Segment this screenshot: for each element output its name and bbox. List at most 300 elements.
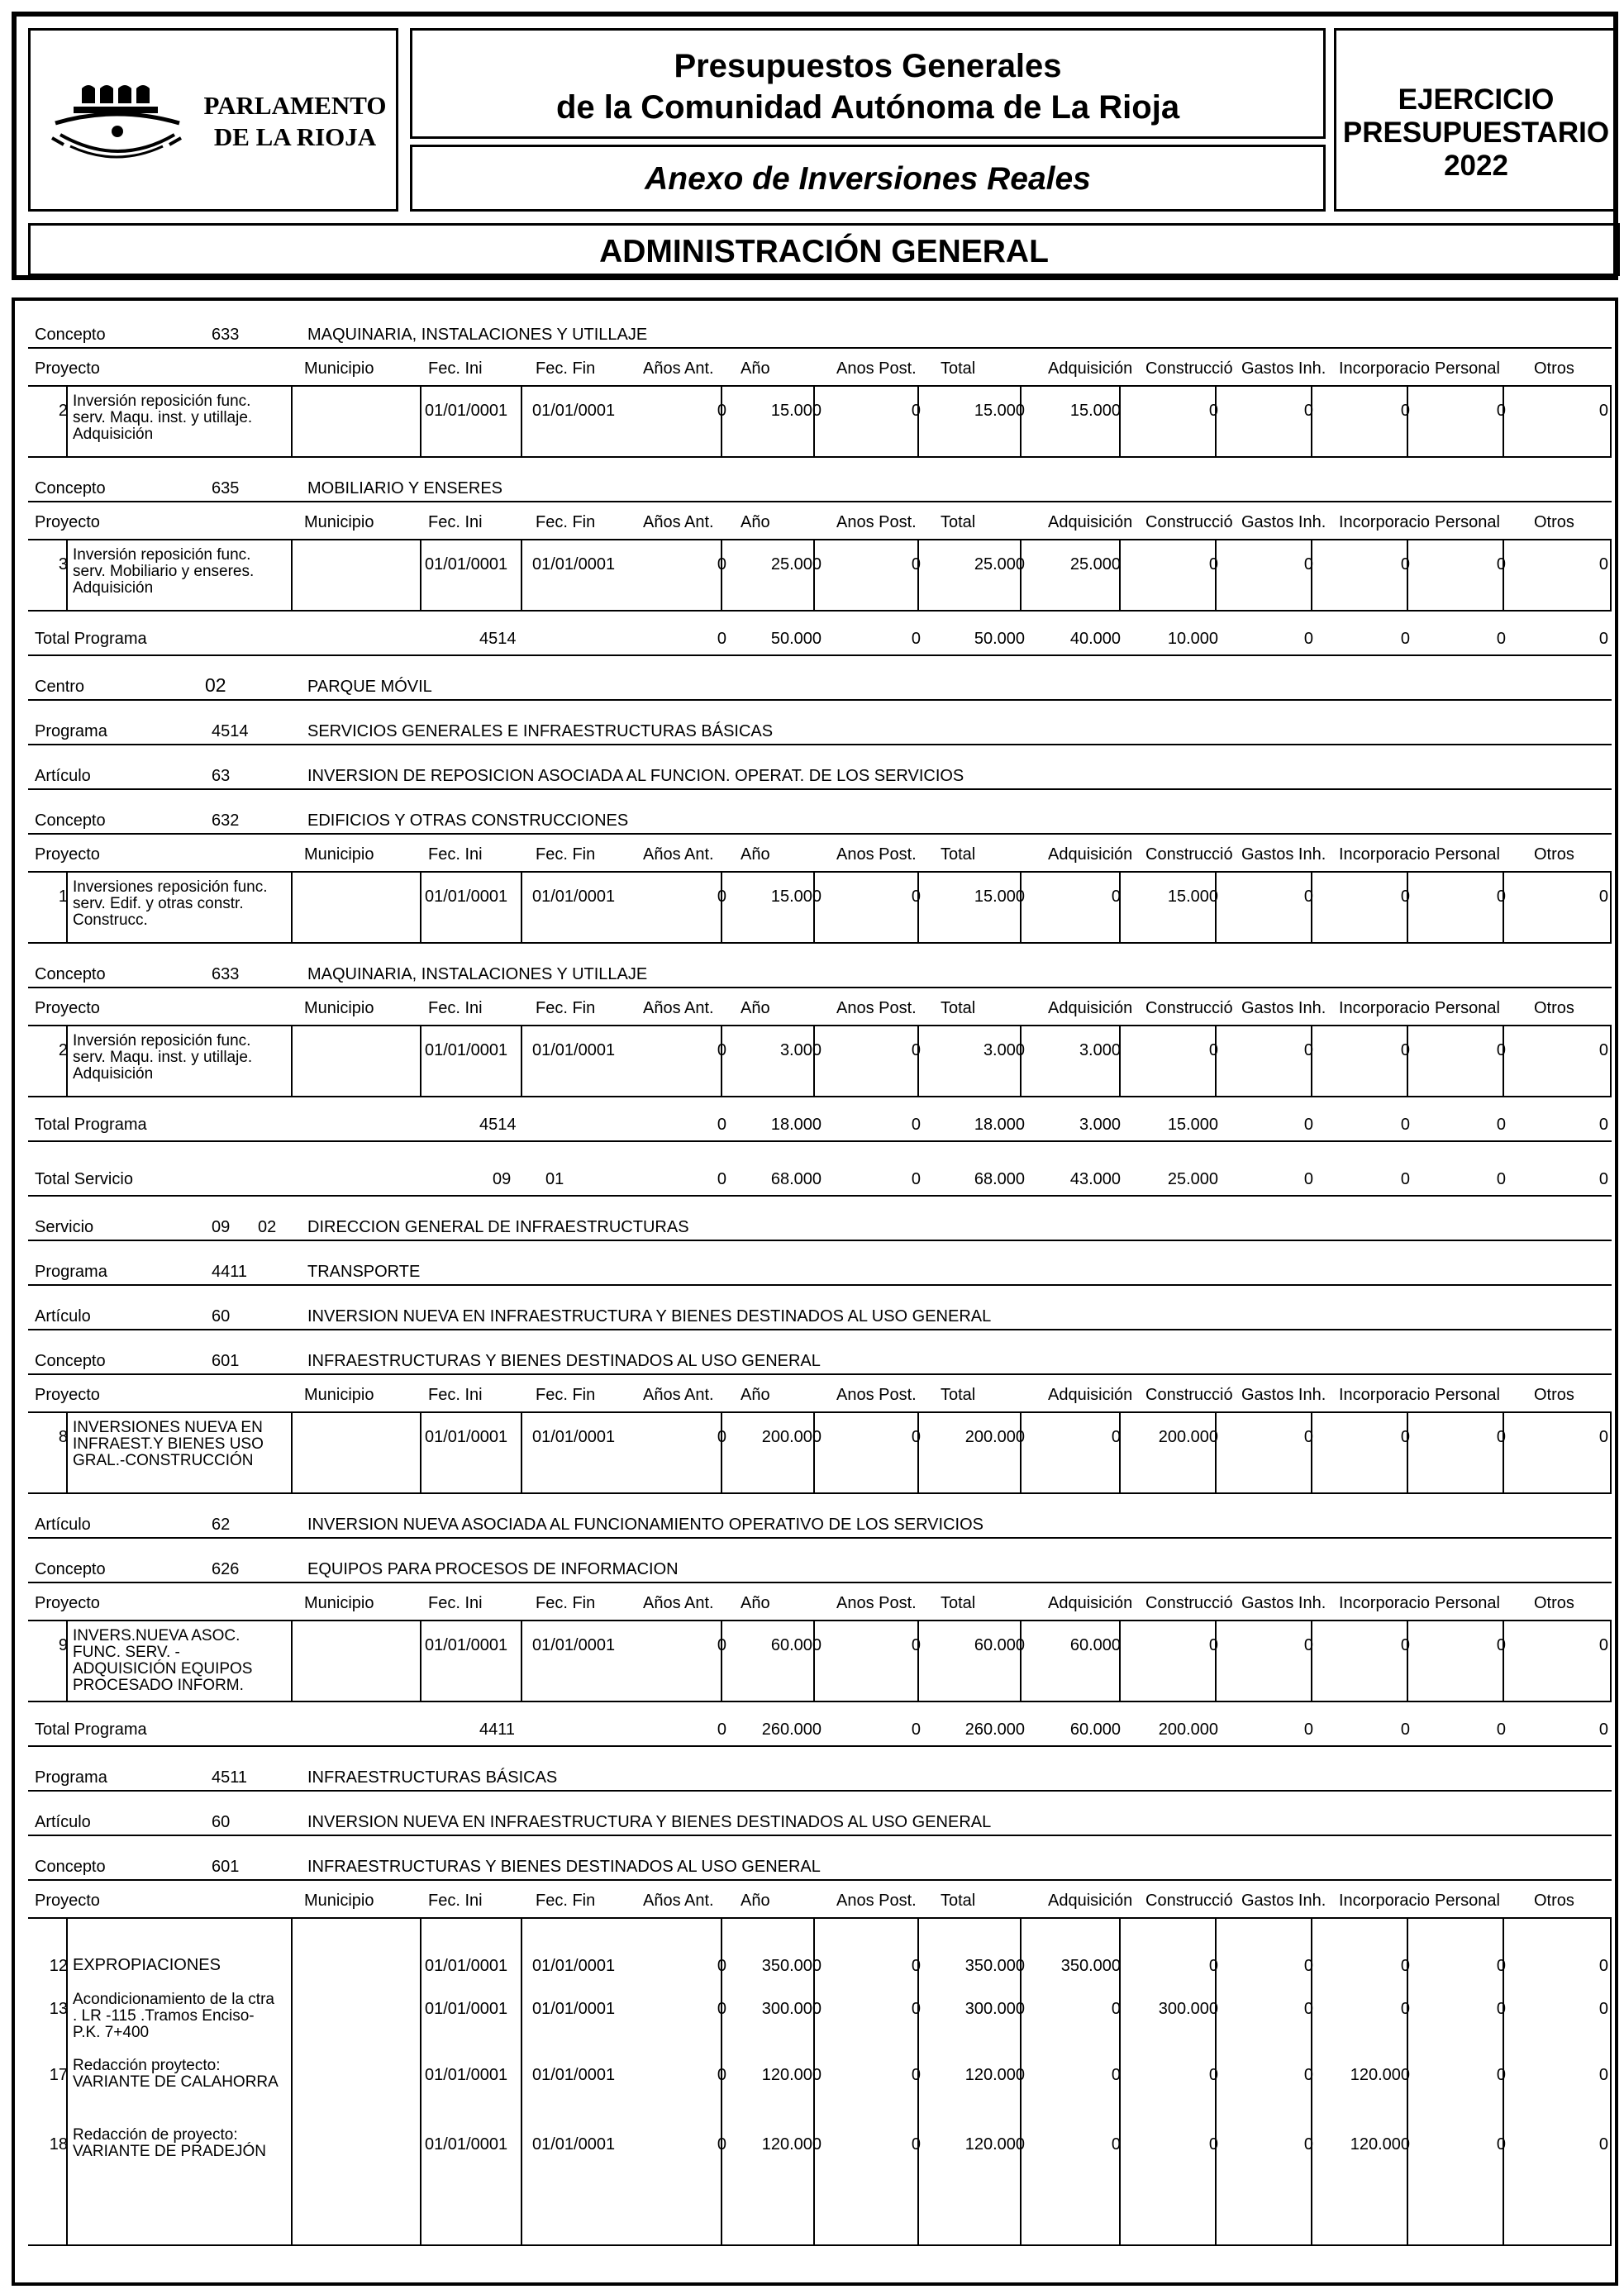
row-code: 63 — [212, 767, 231, 785]
column-header-row — [28, 349, 1612, 387]
section-label-row — [28, 1747, 1612, 1792]
column-header-row — [28, 1583, 1612, 1621]
amount-cell: 0 — [1598, 2135, 1608, 2154]
column-header: Año — [741, 359, 770, 378]
amount-cell: 0 — [911, 2000, 921, 2018]
row-code: 601 — [212, 1352, 240, 1370]
column-header: Fec. Fin — [536, 1892, 596, 1910]
section-title: ADMINISTRACIÓN GENERAL — [599, 234, 1049, 269]
total-amount: 0 — [1303, 1170, 1313, 1188]
table-cell-border — [1503, 1026, 1504, 1096]
column-header: Años Ant. — [643, 845, 714, 864]
row-label: Artículo — [35, 1307, 91, 1325]
column-header: Fec. Ini — [428, 1386, 483, 1404]
amount-cell: 0 — [1598, 402, 1608, 420]
row-label: Concepto — [35, 1858, 106, 1876]
column-header: Personal — [1435, 1594, 1500, 1612]
column-header: Municipio — [304, 513, 374, 531]
total-amount: 0 — [1598, 630, 1608, 648]
program-total-row — [28, 1702, 1612, 1747]
end-date: 01/01/0001 — [532, 1428, 616, 1446]
start-date: 01/01/0001 — [425, 1957, 508, 1975]
table-cell-border — [1503, 873, 1504, 942]
total-amount: 0 — [1303, 1720, 1313, 1739]
column-header: Otros — [1534, 1386, 1574, 1404]
table-cell-border — [1119, 1621, 1121, 1701]
amount-cell: 0 — [1496, 1428, 1506, 1446]
column-header: Construcció — [1145, 999, 1233, 1017]
program-total-row — [28, 612, 1612, 656]
amount-cell: 15.000 — [974, 888, 1025, 906]
amount-cell: 200.000 — [964, 1428, 1025, 1446]
project-row — [28, 1413, 1612, 1494]
section-label-row — [28, 790, 1612, 835]
column-header: Años Ant. — [643, 1594, 714, 1612]
row-code: 4411 — [212, 1263, 248, 1281]
section-label-row — [28, 944, 1612, 988]
column-header: Fec. Fin — [536, 845, 596, 864]
amount-cell: 0 — [1496, 2066, 1506, 2084]
column-header: Anos Post. — [836, 1594, 917, 1612]
column-header: Año — [741, 1386, 770, 1404]
table-cell-border — [917, 387, 919, 456]
amount-cell: 0 — [1303, 888, 1313, 906]
table-cell-border — [420, 1621, 421, 1701]
start-date: 01/01/0001 — [425, 2066, 508, 2084]
table-cell-border — [291, 1919, 293, 2244]
amount-cell: 60.000 — [1069, 1636, 1121, 1654]
section-label-row — [28, 1539, 1612, 1583]
section-label-row — [28, 656, 1612, 701]
project-description: Inversión reposición func. serv. Maqu. inst. y utillaje. Adquisición — [73, 1032, 253, 1083]
row-code: 632 — [212, 811, 240, 830]
column-header: Años Ant. — [643, 513, 714, 531]
row-description: MAQUINARIA, INSTALACIONES Y UTILLAJE — [307, 965, 648, 983]
total-amount: 0 — [1598, 1720, 1608, 1739]
column-header: Año — [741, 1892, 770, 1910]
amount-cell: 0 — [1303, 1428, 1313, 1446]
row-description: INVERSION NUEVA ASOCIADA AL FUNCIONAMIENTO OPERATIVO DE LOS SERVICIOS — [307, 1516, 983, 1534]
amount-cell: 0 — [717, 402, 726, 420]
column-header: Gastos Inh. — [1241, 513, 1326, 531]
table-cell-border — [1503, 1621, 1504, 1701]
table-cell-border — [420, 873, 421, 942]
column-header: Incorporacio — [1339, 999, 1431, 1017]
column-header: Gastos Inh. — [1241, 1594, 1326, 1612]
start-date: 01/01/0001 — [425, 1428, 508, 1446]
table-cell-border — [420, 1026, 421, 1096]
amount-cell: 0 — [1303, 402, 1313, 420]
amount-cell: 0 — [1208, 402, 1218, 420]
table-cell-border — [521, 387, 522, 456]
table-cell-border — [721, 1026, 722, 1096]
row-code: 09 — [212, 1218, 231, 1236]
column-header: Proyecto — [35, 1892, 100, 1910]
project-number: 18 — [49, 2135, 68, 2154]
amount-cell: 0 — [1400, 555, 1410, 574]
amount-cell: 350.000 — [761, 1957, 822, 1975]
amount-cell: 200.000 — [1158, 1428, 1218, 1446]
column-header: Personal — [1435, 359, 1500, 378]
row-code: 4511 — [212, 1768, 248, 1787]
column-header: Anos Post. — [836, 999, 917, 1017]
table-cell-border — [1020, 1026, 1022, 1096]
column-header: Total — [941, 1386, 976, 1404]
column-header: Construcció — [1145, 1594, 1233, 1612]
column-header: Total — [941, 1594, 976, 1612]
column-header-row — [28, 988, 1612, 1026]
row-label: Programa — [35, 1263, 107, 1281]
table-cell-border — [521, 1919, 522, 2244]
table-cell-border — [66, 1621, 68, 1701]
section-label-row — [28, 745, 1612, 790]
row-label: Servicio — [35, 1218, 94, 1236]
row-description: EDIFICIOS Y OTRAS CONSTRUCCIONES — [307, 811, 629, 830]
amount-cell: 0 — [1303, 2066, 1313, 2084]
subtitle-box — [410, 145, 1326, 212]
start-date: 01/01/0001 — [425, 1041, 508, 1059]
start-date: 01/01/0001 — [425, 402, 508, 420]
amount-cell: 0 — [1496, 888, 1506, 906]
table-cell-border — [1407, 540, 1408, 610]
table-cell-border — [1407, 1621, 1408, 1701]
project-number: 2 — [58, 402, 68, 420]
row-label: Artículo — [35, 1516, 91, 1534]
total-amount: 0 — [911, 1170, 921, 1188]
total-amount: 0 — [1303, 630, 1313, 648]
amount-cell: 0 — [911, 2135, 921, 2154]
column-header: Proyecto — [35, 1386, 100, 1404]
table-cell-border — [813, 387, 815, 456]
project-description: Inversión reposición func. serv. Maqu. inst. y utillaje. Adquisición — [73, 393, 253, 443]
amount-cell: 0 — [911, 1957, 921, 1975]
amount-cell: 0 — [1111, 2066, 1121, 2084]
amount-cell: 0 — [911, 1428, 921, 1446]
column-header: Personal — [1435, 1892, 1500, 1910]
column-header: Fec. Fin — [536, 1594, 596, 1612]
table-cell-border — [813, 873, 815, 942]
table-cell-border — [1503, 540, 1504, 610]
column-header: Gastos Inh. — [1241, 1386, 1326, 1404]
amount-cell: 0 — [1303, 1041, 1313, 1059]
amount-cell: 200.000 — [761, 1428, 822, 1446]
row-label: Artículo — [35, 767, 91, 785]
amount-cell: 0 — [1400, 2000, 1410, 2018]
amount-cell: 0 — [717, 1428, 726, 1446]
table-cell-border — [721, 1621, 722, 1701]
table-cell-border — [813, 1413, 815, 1492]
total-amount: 0 — [717, 1116, 726, 1134]
total-amount: 60.000 — [1069, 1720, 1121, 1739]
column-header: Anos Post. — [836, 1386, 917, 1404]
amount-cell: 0 — [1598, 1041, 1608, 1059]
column-header: Adquisición — [1048, 1892, 1133, 1910]
table-cell-border — [721, 540, 722, 610]
table-cell-border — [420, 1919, 421, 2244]
table-cell-border — [1610, 387, 1612, 456]
amount-cell: 120.000 — [964, 2066, 1025, 2084]
project-number: 9 — [58, 1636, 68, 1654]
amount-cell: 15.000 — [1167, 888, 1218, 906]
table-cell-border — [1215, 1621, 1217, 1701]
amount-cell: 0 — [1208, 2135, 1218, 2154]
total-amount: 43.000 — [1069, 1170, 1121, 1188]
amount-cell: 15.000 — [974, 402, 1025, 420]
section-label-row — [28, 1792, 1612, 1836]
total-amount: 68.000 — [770, 1170, 822, 1188]
total-amount: 3.000 — [1079, 1116, 1121, 1134]
table-cell-border — [420, 1413, 421, 1492]
total-amount: 68.000 — [974, 1170, 1025, 1188]
column-header: Otros — [1534, 1594, 1574, 1612]
end-date: 01/01/0001 — [532, 1041, 616, 1059]
amount-cell: 0 — [911, 1636, 921, 1654]
column-header: Proyecto — [35, 1594, 100, 1612]
row-label: Concepto — [35, 326, 106, 344]
total-amount: 260.000 — [964, 1720, 1025, 1739]
exercise-box — [1334, 28, 1618, 212]
amount-cell: 15.000 — [770, 402, 822, 420]
column-header: Adquisición — [1048, 513, 1133, 531]
table-cell-border — [1020, 1621, 1022, 1701]
table-cell-border — [521, 1621, 522, 1701]
table-cell-border — [917, 873, 919, 942]
project-row — [28, 1919, 1612, 2246]
total-amount: 0 — [1400, 1720, 1410, 1739]
parliament-logo-box — [28, 28, 398, 212]
column-header: Municipio — [304, 1892, 374, 1910]
project-description: Inversiones reposición func. serv. Edif. y otras constr. Construcc. — [73, 878, 268, 929]
total-amount: 25.000 — [1167, 1170, 1218, 1188]
end-date: 01/01/0001 — [532, 888, 616, 906]
amount-cell: 0 — [1400, 1428, 1410, 1446]
column-header: Gastos Inh. — [1241, 1892, 1326, 1910]
total-amount: 40.000 — [1069, 630, 1121, 648]
total-amount: 18.000 — [770, 1116, 822, 1134]
row-code: 635 — [212, 479, 240, 497]
amount-cell: 0 — [717, 1041, 726, 1059]
column-header: Personal — [1435, 845, 1500, 864]
budget-year: EJERCICIO PRESUPUESTARIO 2022 — [1342, 83, 1610, 182]
table-cell-border — [521, 1413, 522, 1492]
table-cell-border — [1215, 1026, 1217, 1096]
title-box — [410, 28, 1326, 139]
table-cell-border — [1020, 540, 1022, 610]
parliament-name: PARLAMENTO DE LA RIOJA — [203, 91, 387, 151]
total-code-2: 01 — [545, 1170, 564, 1188]
table-cell-border — [1119, 873, 1121, 942]
end-date: 01/01/0001 — [532, 1636, 616, 1654]
column-header: Municipio — [304, 999, 374, 1017]
total-code: 4514 — [479, 630, 517, 648]
total-amount: 10.000 — [1167, 630, 1218, 648]
column-header: Otros — [1534, 359, 1574, 378]
section-label-row — [28, 1330, 1612, 1375]
column-header: Adquisición — [1048, 1386, 1133, 1404]
row-description: INVERSION DE REPOSICION ASOCIADA AL FUNCION. OPERAT. DE LOS SERVICIOS — [307, 767, 964, 785]
amount-cell: 0 — [911, 555, 921, 574]
amount-cell: 0 — [717, 2066, 726, 2084]
section-label-row — [28, 1286, 1612, 1330]
amount-cell: 0 — [911, 2066, 921, 2084]
table-cell-border — [1311, 540, 1312, 610]
column-header: Años Ant. — [643, 1386, 714, 1404]
amount-cell: 0 — [911, 888, 921, 906]
project-description: Inversión reposición func. serv. Mobiliario y enseres. Adquisición — [73, 546, 255, 597]
table-cell-border — [813, 1026, 815, 1096]
table-cell-border — [521, 873, 522, 942]
table-cell-border — [813, 1621, 815, 1701]
row-label: Concepto — [35, 811, 106, 830]
project-row — [28, 873, 1612, 944]
amount-cell: 60.000 — [770, 1636, 822, 1654]
row-description: DIRECCION GENERAL DE INFRAESTRUCTURAS — [307, 1218, 689, 1236]
table-cell-border — [1215, 387, 1217, 456]
amount-cell: 0 — [1598, 2066, 1608, 2084]
total-amount: 0 — [1598, 1170, 1608, 1188]
table-cell-border — [1119, 387, 1121, 456]
row-description: INVERSION NUEVA EN INFRAESTRUCTURA Y BIENES DESTINADOS AL USO GENERAL — [307, 1813, 992, 1831]
column-header: Personal — [1435, 999, 1500, 1017]
amount-cell: 300.000 — [761, 2000, 822, 2018]
total-amount: 0 — [1496, 1720, 1506, 1739]
table-cell-border — [66, 1413, 68, 1492]
amount-cell: 0 — [911, 1041, 921, 1059]
row-code: 4514 — [212, 722, 249, 740]
document-header — [12, 12, 1618, 280]
amount-cell: 0 — [1111, 888, 1121, 906]
table-cell-border — [917, 1621, 919, 1701]
table-cell-border — [917, 1413, 919, 1492]
row-description: INFRAESTRUCTURAS Y BIENES DESTINADOS AL USO GENERAL — [307, 1352, 821, 1370]
table-cell-border — [1311, 873, 1312, 942]
table-cell-border — [1407, 387, 1408, 456]
project-number: 8 — [58, 1428, 68, 1446]
column-header: Fec. Fin — [536, 513, 596, 531]
table-cell-border — [1311, 1621, 1312, 1701]
row-description: INFRAESTRUCTURAS Y BIENES DESTINADOS AL USO GENERAL — [307, 1858, 821, 1876]
row-description: TRANSPORTE — [307, 1263, 421, 1281]
table-cell-border — [1407, 873, 1408, 942]
column-header: Incorporacio — [1339, 513, 1431, 531]
row-code-2: 02 — [258, 1218, 277, 1236]
column-header: Adquisición — [1048, 1594, 1133, 1612]
column-header: Construcció — [1145, 513, 1233, 531]
column-header: Adquisición — [1048, 845, 1133, 864]
section-label-row — [28, 1494, 1612, 1539]
column-header: Año — [741, 999, 770, 1017]
amount-cell: 0 — [1598, 1428, 1608, 1446]
amount-cell: 0 — [1496, 1957, 1506, 1975]
column-header: Fec. Ini — [428, 359, 483, 378]
row-code: 601 — [212, 1858, 240, 1876]
table-cell-border — [1503, 1413, 1504, 1492]
amount-cell: 0 — [1303, 1636, 1313, 1654]
section-box — [28, 223, 1620, 276]
column-header: Proyecto — [35, 845, 100, 864]
end-date: 01/01/0001 — [532, 1957, 616, 1975]
program-total-row — [28, 1097, 1612, 1142]
amount-cell: 0 — [1400, 1957, 1410, 1975]
amount-cell: 0 — [1303, 2135, 1313, 2154]
table-cell-border — [291, 1026, 293, 1096]
amount-cell: 0 — [1496, 555, 1506, 574]
table-cell-border — [521, 1026, 522, 1096]
column-header: Fec. Ini — [428, 1594, 483, 1612]
column-header: Otros — [1534, 845, 1574, 864]
table-cell-border — [1610, 540, 1612, 610]
row-description: PARQUE MÓVIL — [307, 678, 432, 696]
table-cell-border — [291, 873, 293, 942]
table-cell-border — [1020, 387, 1022, 456]
column-header: Años Ant. — [643, 1892, 714, 1910]
column-header: Municipio — [304, 845, 374, 864]
project-number: 2 — [58, 1041, 68, 1059]
table-cell-border — [66, 1026, 68, 1096]
column-header: Construcció — [1145, 1386, 1233, 1404]
table-cell-border — [521, 540, 522, 610]
row-code: 626 — [212, 1560, 240, 1578]
start-date: 01/01/0001 — [425, 888, 508, 906]
column-header: Gastos Inh. — [1241, 845, 1326, 864]
table-cell-border — [291, 387, 293, 456]
column-header: Años Ant. — [643, 999, 714, 1017]
column-header: Años Ant. — [643, 359, 714, 378]
investment-table — [12, 297, 1618, 2286]
total-amount: 15.000 — [1167, 1116, 1218, 1134]
table-cell-border — [1215, 873, 1217, 942]
column-header: Gastos Inh. — [1241, 999, 1326, 1017]
column-header: Total — [941, 999, 976, 1017]
column-header: Adquisición — [1048, 999, 1133, 1017]
total-label: Total Programa — [35, 1116, 147, 1134]
column-header: Año — [741, 1594, 770, 1612]
amount-cell: 0 — [1208, 1957, 1218, 1975]
section-label-row — [28, 1241, 1612, 1286]
column-header: Adquisición — [1048, 359, 1133, 378]
row-label: Centro — [35, 678, 85, 696]
total-amount: 0 — [1598, 1116, 1608, 1134]
amount-cell: 0 — [911, 402, 921, 420]
column-header-row — [28, 1881, 1612, 1919]
column-header-row — [28, 835, 1612, 873]
row-label: Artículo — [35, 1813, 91, 1831]
project-number: 17 — [49, 2066, 68, 2084]
end-date: 01/01/0001 — [532, 2066, 616, 2084]
column-header: Total — [941, 1892, 976, 1910]
amount-cell: 0 — [1598, 1957, 1608, 1975]
column-header: Anos Post. — [836, 513, 917, 531]
amount-cell: 0 — [1598, 2000, 1608, 2018]
column-header: Incorporacio — [1339, 1386, 1431, 1404]
total-label: Total Programa — [35, 630, 147, 648]
section-label-row — [28, 1836, 1612, 1881]
amount-cell: 0 — [1208, 1636, 1218, 1654]
section-label-row — [28, 701, 1612, 745]
amount-cell: 0 — [1598, 888, 1608, 906]
column-header: Fec. Ini — [428, 999, 483, 1017]
total-amount: 0 — [911, 630, 921, 648]
amount-cell: 0 — [1111, 2135, 1121, 2154]
amount-cell: 60.000 — [974, 1636, 1025, 1654]
row-label: Concepto — [35, 1352, 106, 1370]
service-total-row — [28, 1142, 1612, 1197]
table-cell-border — [291, 1621, 293, 1701]
amount-cell: 120.000 — [1350, 2135, 1410, 2154]
end-date: 01/01/0001 — [532, 2000, 616, 2018]
column-header: Anos Post. — [836, 1892, 917, 1910]
amount-cell: 0 — [1400, 1041, 1410, 1059]
